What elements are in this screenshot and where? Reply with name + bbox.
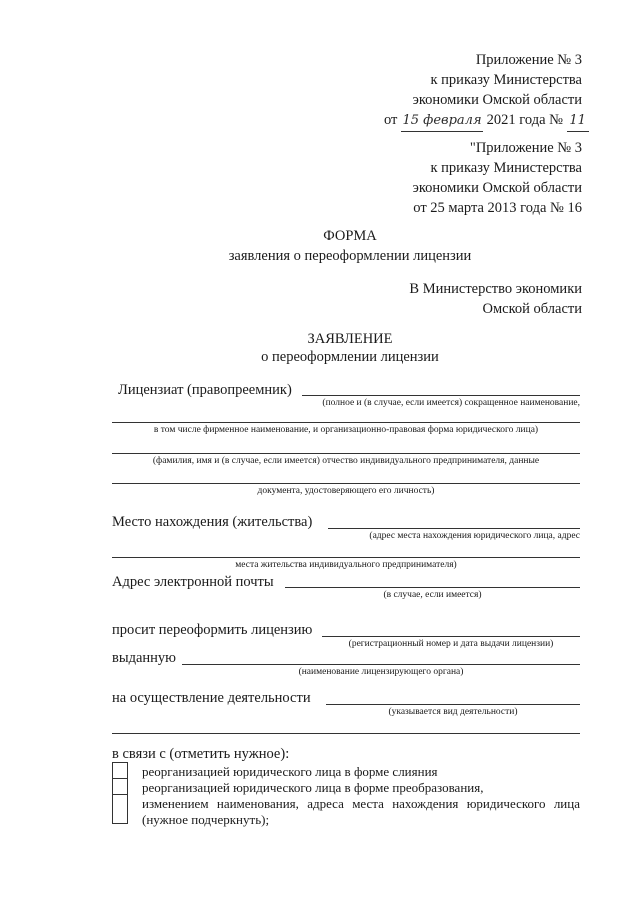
licensee-hint-4: документа, удостоверяющего его личность) (257, 486, 435, 496)
reasons-title: в связи с (отметить нужное): (112, 746, 290, 762)
licensee-hint-3: (фамилия, имя и (в случае, если имеется) отчество индивидуального предпринимателя, данные (152, 456, 540, 466)
annex-old-line1: "Приложение № 3 (469, 140, 582, 156)
issued-label: выданную (112, 650, 177, 666)
activity-fill-line-1 (326, 704, 580, 705)
email-fill-line (285, 587, 580, 588)
annex-new-line1: Приложение № 3 (475, 52, 582, 68)
addressee-line2: Омской области (482, 301, 582, 317)
reason-transformation: реорганизацией юридического лица в форме преобразования, (142, 780, 484, 795)
licensee-fill-line-4 (112, 483, 580, 484)
annex-new-date-prefix: от (384, 112, 398, 128)
reason-merger: реорганизацией юридического лица в форме слияния (142, 764, 438, 779)
licensee-hint-1: (полное и (в случае, если имеется) сокращенное наименование, (322, 398, 580, 408)
location-hint-1: (адрес места нахождения юридического лица, адрес (369, 531, 580, 541)
statement-subtitle: о переоформлении лицензии (261, 349, 439, 365)
activity-label: на осуществление деятельности (112, 690, 311, 706)
licensee-fill-line-1 (302, 395, 580, 396)
addressee-line1: В Министерство экономики (409, 281, 582, 297)
licensee-label: Лицензиат (правопреемник) (118, 382, 292, 398)
request-fill-line (322, 636, 580, 637)
reason-underline-note: (нужное подчеркнуть); (142, 812, 270, 827)
activity-fill-line-2 (112, 733, 580, 734)
annex-old-line3: экономики Омской области (412, 180, 582, 196)
form-title: ФОРМА (323, 228, 377, 244)
location-hint-2: места жительства индивидуального предпринимателя) (235, 560, 457, 570)
annex-new-line3: экономики Омской области (412, 92, 582, 108)
location-fill-line-2 (112, 557, 580, 558)
licensee-fill-line-2 (112, 422, 580, 423)
reasons-checkbox-divider-2 (112, 794, 128, 795)
annex-new-date (384, 110, 589, 132)
activity-hint: (указывается вид деятельности) (388, 707, 518, 717)
licensee-hint-2: в том числе фирменное наименование, и организационно-правовая форма юридического лица) (153, 425, 539, 435)
annex-new-number-handwritten: 11 (567, 111, 589, 132)
request-label: просит переоформить лицензию (112, 622, 313, 638)
location-fill-line-1 (328, 528, 580, 529)
email-label: Адрес электронной почты (112, 574, 274, 590)
annex-new-date-year: 2021 года № (486, 112, 563, 128)
email-hint: (в случае, если имеется) (383, 590, 482, 600)
annex-old-line2: к приказу Министерства (430, 160, 582, 176)
reasons-checkbox-divider-1 (112, 778, 128, 779)
location-label: Место нахождения (жительства) (112, 514, 313, 530)
request-hint: (регистрационный номер и дата выдачи лицензии) (348, 639, 554, 649)
issued-fill-line (182, 664, 580, 665)
annex-new-date-handwritten: 15 февраля (401, 111, 483, 132)
reason-name-address-change: изменением наименования, адреса места нахождения юридического лица (142, 796, 580, 811)
statement-title: ЗАЯВЛЕНИЕ (307, 331, 393, 347)
form-subtitle: заявления о переоформлении лицензии (228, 248, 472, 264)
reasons-checkbox-column[interactable] (112, 762, 128, 824)
annex-new-line2: к приказу Министерства (430, 72, 582, 88)
issued-hint: (наименование лицензирующего органа) (298, 667, 464, 677)
licensee-fill-line-3 (112, 453, 580, 454)
annex-old-line4: от 25 марта 2013 года № 16 (413, 200, 582, 216)
